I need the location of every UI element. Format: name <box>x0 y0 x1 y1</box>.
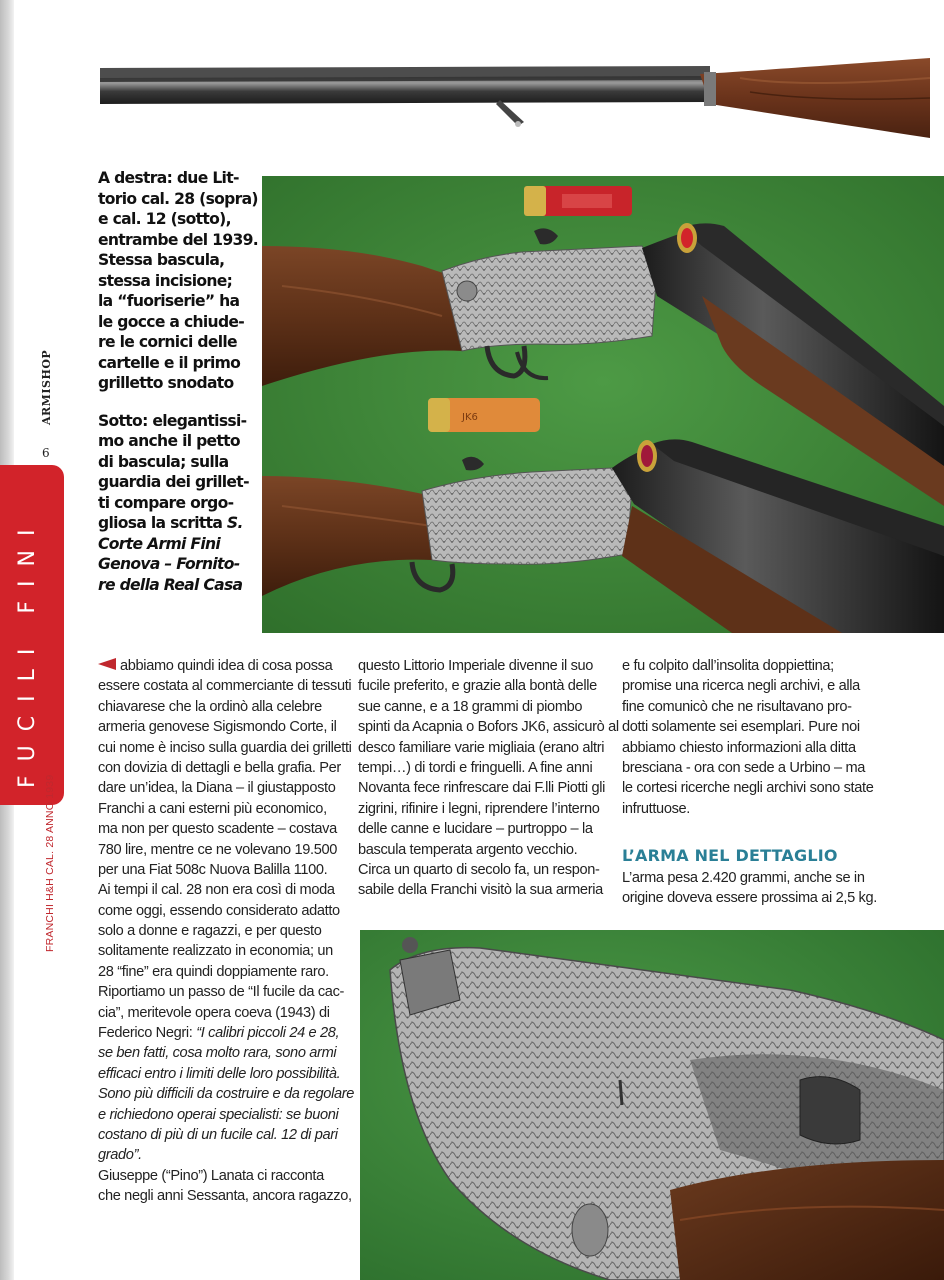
text-line: chiavarese che la ordinò alla celebre <box>98 698 322 715</box>
body-column-3 <box>622 656 872 819</box>
caption-line: mo anche il petto <box>98 432 240 450</box>
text-line: armeria genovese Sigismondo Corte, il <box>98 719 337 736</box>
text-line: tempi…) di tordi e fringuelli. A fine anni <box>358 759 593 776</box>
caption-line: entrambe del 1939. <box>98 230 258 249</box>
caption-line: cartelle e il primo <box>98 353 241 372</box>
caption-line: torio cal. 28 (sopra) <box>98 189 258 208</box>
text-line: dotti solamente sei esemplari. Pure noi <box>622 719 860 736</box>
action-closeup-photo <box>360 930 944 1280</box>
caption-italic: S. <box>226 514 243 532</box>
text-line: solitamente realizzato in economia; un <box>98 943 333 960</box>
text-line: ma non per questo scadente – costava <box>98 821 337 838</box>
text-line: fucile preferito, e grazie alla bontà delle <box>358 678 597 695</box>
text-line: Circa un quarto di secolo fa, un respon- <box>358 861 600 878</box>
caption-line: guardia dei grillet- <box>98 473 249 491</box>
caption-line: Stessa bascula, <box>98 251 225 269</box>
quote-line: efficaci entro i limiti delle loro possibilità. <box>98 1065 341 1082</box>
text-line: Franchi a cani esterni più economico, <box>98 800 327 817</box>
text-line: delle canne e lucidare – purtroppo – la <box>358 821 593 838</box>
caption-line: le gocce a chiude- <box>98 312 245 331</box>
body-column-2 <box>358 656 619 901</box>
text-line: le cortesi ricerche negli archivi sono state <box>622 780 874 797</box>
text-line-content: abbiamo quindi idea di cosa possa <box>120 658 333 674</box>
text-line: sue canne, e a 18 grammi di piombo <box>358 698 583 715</box>
text-line: infruttuose. <box>622 800 690 817</box>
text-line: 780 lire, mentre ce ne volevano 19.500 <box>98 841 338 858</box>
caption-line: grilletto snodato <box>98 374 234 392</box>
text-line: cia”, meritevole opera coeva (1943) di <box>98 1004 330 1021</box>
gun-banner-photo <box>100 58 930 148</box>
text-line: e fu colpito dall’insolita doppiettina; <box>622 658 834 674</box>
caption-line: e cal. 12 (sotto), <box>98 210 231 228</box>
caption-line: di bascula; sulla <box>98 452 229 471</box>
text-line: Ai tempi il cal. 28 non era così di moda <box>98 882 335 899</box>
caption-line: stessa incisione; <box>98 271 233 290</box>
text-line: con dovizia di dettagli e bella grafia. Per <box>98 759 341 776</box>
text-line: L’arma pesa 2.420 grammi, anche se in <box>622 870 865 886</box>
text-line: per una Fiat 508c Nuova Balilla 1100. <box>98 861 328 878</box>
body-column-1 <box>98 656 355 1207</box>
text-line-content: Federico Negri: <box>98 1025 197 1042</box>
quote-line: grado”. <box>98 1147 142 1164</box>
section-title: FUCILI FINI <box>15 515 40 788</box>
continuation-arrow-icon <box>98 658 116 670</box>
running-head: FRANCHI H&H CAL. 28 ANNO 1939 <box>44 774 56 952</box>
text-line <box>98 656 348 676</box>
quote-line: costano di più di un fucile cal. 12 di pari <box>98 1126 338 1143</box>
text-line: zigrini, rifinire i legni, riprendere l’interno <box>358 800 600 817</box>
quote-line: Sono più difficili da costruire e da regolare <box>98 1086 355 1103</box>
body-column-3-after <box>622 868 877 909</box>
caption-line: Corte Armi Fini <box>98 534 221 553</box>
photo-caption <box>98 168 258 612</box>
shotguns-photo <box>262 176 944 633</box>
caption-line: gliosa la scritta <box>98 514 227 532</box>
text-line: desco familiare varie migliaia (erano altri <box>358 739 605 756</box>
quote-line: se ben fatti, cosa molto rara, sono armi <box>98 1045 337 1062</box>
quote-text: “I calibri piccoli 24 e 28, <box>196 1025 340 1042</box>
text-line: fine comunicò che ne risultavano pro- <box>622 698 852 715</box>
text-line: origine doveva essere prossima ai 2,5 kg. <box>622 890 877 907</box>
text-line: dare un’idea, la Diana – il giustapposto <box>98 780 336 797</box>
text-line: promise una ricerca negli archivi, e alla <box>622 678 860 695</box>
text-line: 28 “fine” era quindi doppiamente raro. <box>98 963 329 980</box>
text-line: come oggi, essendo considerato adatto <box>98 902 340 919</box>
text-line: Novanta fece rinfrescare dai F.lli Piotti gli <box>358 780 606 797</box>
caption-block-below <box>98 411 258 596</box>
text-line: abbiamo chiesto informazioni alla ditta <box>622 739 856 756</box>
text-line: che negli anni Sessanta, ancora ragazzo, <box>98 1188 352 1205</box>
text-line: bascula temperata argento vecchio. <box>358 841 578 858</box>
text-line: cui nome è inciso sulla guardia dei grilletti <box>98 739 352 756</box>
text-line: bresciana - ora con sede a Urbino – ma <box>622 759 866 776</box>
quote-line: e richiedono operai specialisti: se buoni <box>98 1106 339 1123</box>
caption-line: A destra: due Lit- <box>98 169 239 187</box>
magazine-name: ARMISHOP <box>40 349 53 425</box>
text-line: Riportiamo un passo de “Il fucile da cac- <box>98 984 345 1001</box>
section-subhead: L’ARMA NEL DETTAGLIO <box>622 846 838 865</box>
text-line: sabile della Franchi visitò la sua armeria <box>358 882 603 899</box>
text-line: essere costata al commerciante di tessuti <box>98 678 352 695</box>
text-line <box>98 1023 348 1043</box>
page-number: 6 <box>42 446 50 460</box>
caption-line: re le cornici delle <box>98 333 237 351</box>
caption-line: ti compare orgo- <box>98 493 234 512</box>
text-line: questo Littorio Imperiale divenne il suo <box>358 658 594 674</box>
caption-line: la “fuoriserie” ha <box>98 292 240 310</box>
svg-text:JK6: JK6 <box>462 412 478 423</box>
caption-line: Sotto: elegantissi- <box>98 411 247 430</box>
caption-line: re della Real Casa <box>98 575 243 594</box>
text-line: Giuseppe (“Pino”) Lanata ci racconta <box>98 1167 324 1184</box>
text-line: solo a donne e ragazzi, e per questo <box>98 923 322 940</box>
text-line: spinti da Acapnia o Bofors JK6, assicurò al <box>358 719 619 736</box>
caption-block-right <box>98 168 258 394</box>
caption-line: Genova – Fornito- <box>98 555 240 573</box>
